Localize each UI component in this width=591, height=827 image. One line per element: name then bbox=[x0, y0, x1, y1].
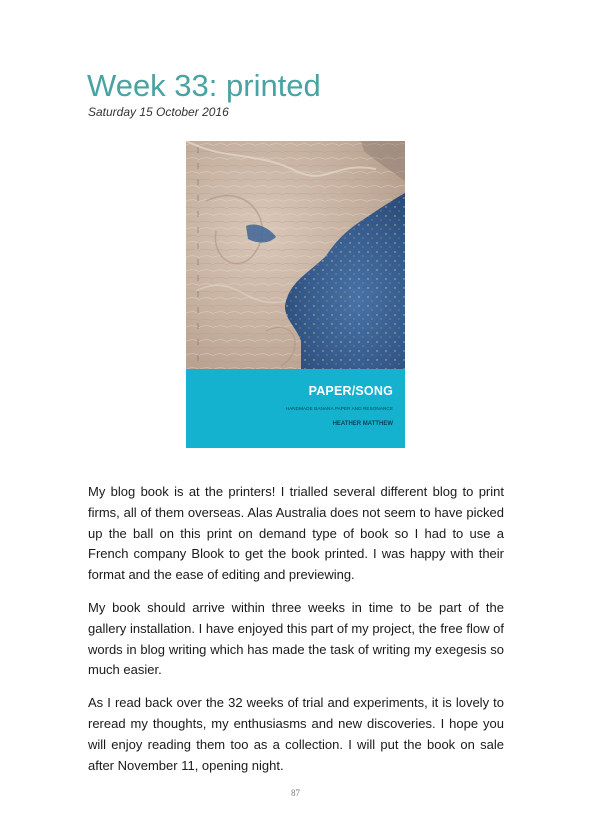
page-number: 87 bbox=[291, 788, 300, 798]
post-body bbox=[88, 482, 504, 788]
cover-author: HEATHER MATTHEW bbox=[332, 421, 393, 427]
book-cover-image bbox=[186, 141, 405, 448]
cover-title-band bbox=[186, 369, 405, 448]
post-title: Week 33: printed bbox=[87, 68, 321, 103]
cover-title: PAPER/SONG bbox=[308, 384, 393, 398]
post-date: Saturday 15 October 2016 bbox=[88, 105, 229, 119]
paragraph: My book should arrive within three weeks in time to be part of the gallery installation. I have enjoyed this part of my project, the free flow of words in blog writing which has made the task of writing my exegesis so much easier. bbox=[88, 599, 504, 678]
paragraph: My blog book is at the printers! I trialled several different blog to print firms, all of them overseas. Alas Australia does not seem to have picked up the ball on this print on demand type of book so I had to use a French company Blook to get the book printed. I was happy with their format and the ease of editing and previewing. bbox=[88, 484, 504, 583]
paragraph: As I read back over the 32 weeks of trial and experiments, it is lovely to reread my thoughts, my enthusiasms and new discoveries. I hope you will enjoy reading them too as a collection. I will put the book on sale after November 11, opening night. bbox=[88, 695, 504, 773]
cover-subtitle: HANDMADE BANANA PAPER AND RESONANCE bbox=[285, 406, 393, 411]
